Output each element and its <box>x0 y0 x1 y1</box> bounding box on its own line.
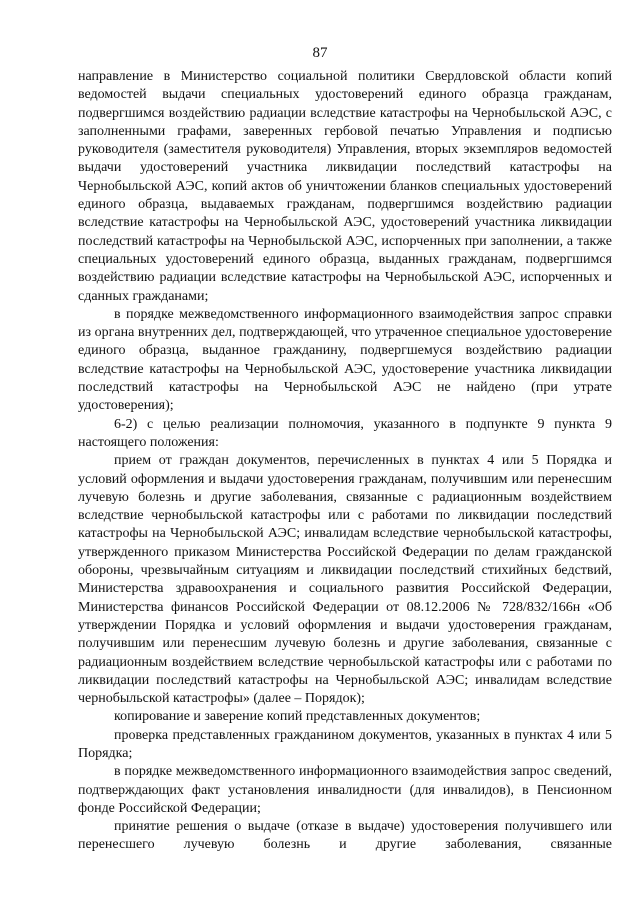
page-number: 87 <box>312 45 328 61</box>
paragraph-copying: копирование и заверение копий представленных документов; <box>114 709 481 725</box>
paragraph-decision-continued: принятие решения о выдаче (отказе в выдаче) удостоверения получившего или перенесшего лучевую болезнь и другие заболевания, связанные <box>78 819 612 853</box>
paragraph-document-reception: прием от граждан документов, перечисленных в пунктах 4 или 5 Порядка и условий оформления и выдачи удостоверения гражданам, получившим или перенесшим лучевую болезнь и другие заболевания, связанные с радиационным воздействием вследствие чернобыльской катастрофы или с работами по ликвидации последствий катастрофы на Чернобыльской АЭС; инвалидам вследствие чернобыльской катастрофы, утвержденного приказом Министерства Российской Федерации по делам гражданской обороны, чрезвычайным ситуациям и ликвидации последствий стихийных бедствий, Министерства здравоохранения и социального развития Российской Федерации, Министерства финансов Российской Федерации от 08.12.2006 № 728/832/166н «Об утверждении Порядка и условий оформления и выдачи удостоверения гражданам, получившим или перенесшим лучевую болезнь и другие заболевания, связанные с радиационным воздействием вследствие чернобыльской катастрофы или с работами по ликвидации последствий катастрофы на Чернобыльской АЭС; инвалидам вследствие чернобыльской катастрофы» (далее – Порядок); <box>78 453 612 707</box>
paragraph-item-6-2: 6-2) с целью реализации полномочия, указанного в подпункте 9 пункта 9 настоящего положения: <box>78 416 612 450</box>
paragraph-pension-fund-request: в порядке межведомственного информационного взаимодействия запрос сведений, подтверждающих факт установления инвалидности (для инвалидов), в Пенсионном фонде Российской Федерации; <box>78 764 612 816</box>
document-body <box>78 68 612 855</box>
paragraph-request-police-certificate: в порядке межведомственного информационного взаимодействия запрос справки из органа внутренних дел, подтверждающей, что утраченное специальное удостоверение единого образца, выданное гражданину, подвергшемуся воздействию радиации вследствие катастрофы на Чернобыльской АЭС, удостоверение участника ликвидации последствий катастрофы на Чернобыльской АЭС не найдено (при утрате удостоверения); <box>78 306 612 414</box>
paragraph-verification: проверка представленных гражданином документов, указанных в пунктах 4 или 5 Порядка; <box>78 727 612 761</box>
paragraph-continuation-top: направление в Министерство социальной политики Свердловской области копий ведомостей выдачи специальных удостоверений единого образца гражданам, подвергшимся воздействию радиации вследствие катастрофы на Чернобыльской АЭС, с заполненными графами, заверенных гербовой печатью Управления и подписью руководителя (заместителя руководителя) Управления, вторых экземпляров ведомостей выдачи удостоверений участника ликвидации последствий катастрофы на Чернобыльской АЭС, копий актов об уничтожении бланков специальных удостоверений единого образца, выдаваемых гражданам, подвергшимся воздействию радиации вследствие катастрофы на Чернобыльской АЭС, удостоверений участника ликвидации последствий катастрофы на Чернобыльской АЭС, испорченных при заполнении, а также специальных удостоверений единого образца, выданных гражданам, подвергшимся воздействию радиации вследствие катастрофы на Чернобыльской АЭС, испорченных и сданных гражданами; <box>78 69 612 304</box>
